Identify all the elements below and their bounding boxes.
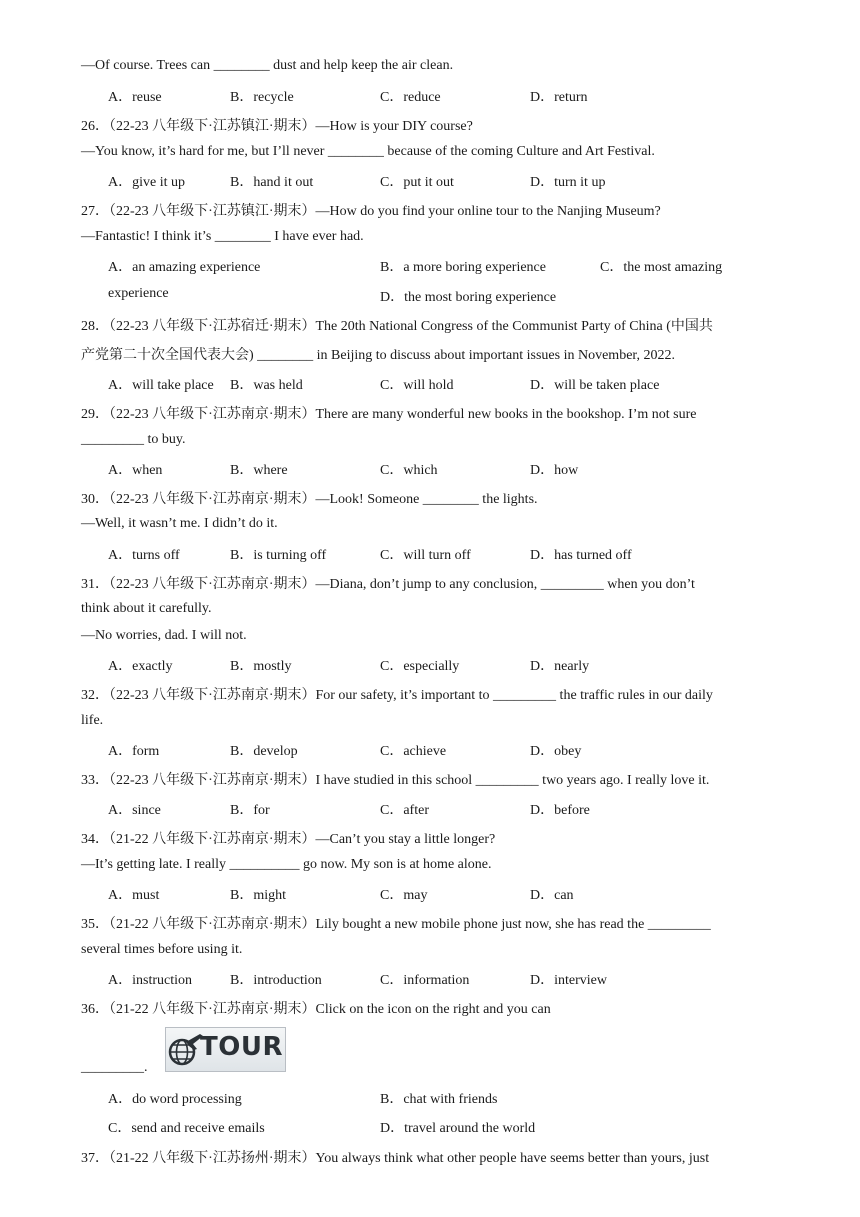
q27-option-c-continued: experience — [108, 286, 169, 301]
q27-options-row2 — [108, 286, 808, 306]
option-c: C．after — [380, 803, 429, 818]
q31-stem-continued: think about it carefully. — [81, 601, 212, 616]
q36-stem: 36．（21-22 八年级下·江苏南京·期末）Click on the icon on the right and you can — [81, 1002, 551, 1017]
q30-answer-line: —Well, it wasn’t me. I didn’t do it. — [81, 516, 278, 531]
option-d: D．interview — [530, 973, 607, 988]
q25-options — [108, 86, 808, 106]
option-c: C．will hold — [380, 378, 454, 393]
option-b: B．mostly — [230, 659, 292, 674]
q29-stem-continued: _________ to buy. — [81, 432, 186, 447]
q28-options — [108, 374, 808, 394]
option-c: C．especially — [380, 659, 460, 674]
option-a: A．must — [108, 888, 160, 903]
option-d: D．will be taken place — [530, 378, 660, 393]
q35-stem-continued: several times before using it. — [81, 942, 243, 957]
option-c: C．put it out — [380, 175, 454, 190]
q27-stem: 27．（22-23 八年级下·江苏镇江·期末）—How do you find your online tour to the Nanjing Museum? — [81, 204, 661, 219]
option-a: A．do word processing — [108, 1092, 242, 1107]
option-d: D．how — [530, 463, 579, 478]
option-d: D．return — [530, 90, 588, 105]
option-c: C．which — [380, 463, 438, 478]
q33-stem: 33．（22-23 八年级下·江苏南京·期末）I have studied in this school _________ two years ago. I really love it. — [81, 773, 710, 788]
option-c: C．achieve — [380, 744, 447, 759]
option-d: D．the most boring experience — [380, 290, 557, 305]
q36-blank: _________. — [81, 1060, 148, 1075]
q36-options-row1 — [108, 1088, 808, 1108]
option-d: D．nearly — [530, 659, 590, 674]
q30-options — [108, 544, 808, 564]
q32-stem: 32．（22-23 八年级下·江苏南京·期末）For our safety, it’s important to _________ the traffic rules in our daily — [81, 688, 713, 703]
option-a: A．give it up — [108, 175, 185, 190]
option-a: A．when — [108, 463, 163, 478]
option-c: C．will turn off — [380, 548, 471, 563]
option-c: C．information — [380, 973, 470, 988]
option-a: A．since — [108, 803, 161, 818]
option-a: A．turns off — [108, 548, 180, 563]
q26-answer-line: —You know, it’s hard for me, but I’ll never ________ because of the coming Culture and Art Festival. — [81, 144, 655, 159]
q28-stem-continued: 产党第二十次全国代表大会) ________ in Beijing to discuss about important issues in November, 2022. — [81, 348, 676, 363]
option-d: D．obey — [530, 744, 582, 759]
q28-stem: 28．（22-23 八年级下·江苏宿迁·期末）The 20th National Congress of the Communist Party of China (中国共 — [81, 319, 713, 334]
q31-answer-line: —No worries, dad. I will not. — [81, 628, 247, 643]
q34-options — [108, 884, 808, 904]
q29-stem: 29．（22-23 八年级下·江苏南京·期末）There are many wonderful new books in the bookshop. I’m not sure — [81, 407, 697, 422]
q34-stem: 34．（21-22 八年级下·江苏南京·期末）—Can’t you stay a little longer? — [81, 832, 496, 847]
option-a: A．reuse — [108, 90, 162, 105]
option-d: D．can — [530, 888, 574, 903]
q36-options-row2 — [108, 1117, 808, 1137]
option-d: D．turn it up — [530, 175, 606, 190]
option-a: A．exactly — [108, 659, 173, 674]
option-a: A．instruction — [108, 973, 192, 988]
option-a: A．form — [108, 744, 160, 759]
option-b: B．a more boring experience — [380, 260, 546, 275]
option-b: B．for — [230, 803, 270, 818]
q29-options — [108, 459, 808, 479]
q35-stem: 35．（21-22 八年级下·江苏南京·期末）Lily bought a new mobile phone just now, she has read the _________ — [81, 917, 711, 932]
option-b: B．introduction — [230, 973, 322, 988]
option-b: B．might — [230, 888, 287, 903]
tour-label: TOUR — [200, 1032, 283, 1062]
q33-options — [108, 799, 808, 819]
q37-stem: 37．（21-22 八年级下·江苏扬州·期末）You always think what other people have seems better than yours, just — [81, 1151, 710, 1166]
option-b: B．is turning off — [230, 548, 327, 563]
q31-stem: 31．（22-23 八年级下·江苏南京·期末）—Diana, don’t jump to any conclusion, _________ when you don’t — [81, 577, 695, 592]
option-b: B．chat with friends — [380, 1092, 498, 1107]
option-c: C．reduce — [380, 90, 441, 105]
option-b: B．hand it out — [230, 175, 314, 190]
q32-stem-continued: life. — [81, 713, 104, 728]
q32-options — [108, 740, 808, 760]
q31-options — [108, 655, 808, 675]
q27-options-row1 — [108, 256, 808, 276]
q34-answer-line: —It’s getting late. I really __________ go now. My son is at home alone. — [81, 857, 492, 872]
q26-options — [108, 171, 808, 191]
option-d: D．before — [530, 803, 590, 818]
q26-stem: 26．（22-23 八年级下·江苏镇江·期末）—How is your DIY course? — [81, 119, 473, 134]
option-d: D．has turned off — [530, 548, 632, 563]
option-b: B．recycle — [230, 90, 294, 105]
q25-answer-line: —Of course. Trees can ________ dust and help keep the air clean. — [81, 58, 454, 73]
option-b: B．where — [230, 463, 288, 478]
tour-icon-image — [165, 1027, 286, 1072]
option-a: A．an amazing experience — [108, 260, 261, 275]
option-b: B．was held — [230, 378, 303, 393]
option-d: D．travel around the world — [380, 1121, 536, 1136]
q35-options — [108, 969, 808, 989]
q30-stem: 30．（22-23 八年级下·江苏南京·期末）—Look! Someone ________ the lights. — [81, 492, 538, 507]
q27-answer-line: —Fantastic! I think it’s ________ I have ever had. — [81, 229, 364, 244]
option-c: C．the most amazing — [600, 260, 723, 275]
option-c: C．send and receive emails — [108, 1121, 265, 1136]
option-a: A．will take place — [108, 378, 214, 393]
option-c: C．may — [380, 888, 428, 903]
option-b: B．develop — [230, 744, 298, 759]
